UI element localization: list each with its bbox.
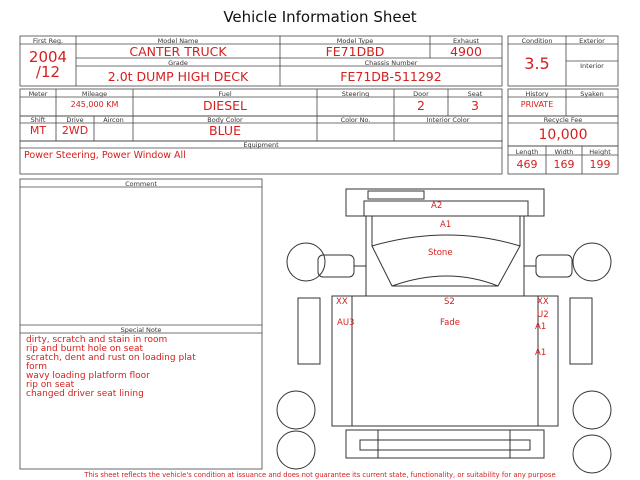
special-note-label: Special Note (120, 326, 162, 334)
damage-mark-a1-side: A1 (535, 322, 547, 332)
bed-outline (332, 296, 558, 426)
shift-label: Shift (30, 116, 46, 124)
equipment-label: Equipment (243, 141, 279, 149)
height-value: 199 (589, 158, 611, 171)
shift-value: MT (29, 124, 47, 137)
model-type-value: FE71DBD (325, 44, 385, 59)
drive-label: Drive (66, 116, 84, 124)
rear-right-outer-wheel (573, 435, 611, 473)
door-label: Door (413, 90, 429, 98)
damage-mark-xx-right: XX (537, 297, 549, 307)
steering-label: Steering (341, 90, 370, 98)
recycle-fee-label: Recycle Fee (543, 116, 583, 124)
length-value: 469 (516, 158, 538, 171)
special-note-line: wavy loading platform floor (26, 371, 150, 381)
exhaust-label: Exhaust (452, 37, 480, 45)
first-reg-year: 2004 (28, 48, 68, 66)
special-note-line: scratch, dent and rust on loading plat (26, 353, 196, 363)
interior-label: Interior (580, 62, 604, 70)
interior-color-label: Interior Color (426, 116, 470, 124)
body-color-label: Body Color (207, 116, 243, 124)
rear-left-wheel (277, 391, 315, 429)
history-value: PRIVATE (520, 100, 554, 109)
grade-label: Grade (168, 59, 188, 67)
recycle-fee-value: 10,000 (538, 127, 588, 143)
width-label: Width (554, 148, 574, 156)
damage-mark-stone: Stone (428, 248, 453, 258)
model-name-value: CANTER TRUCK (129, 44, 227, 59)
body-color-value: BLUE (209, 123, 241, 138)
seat-value: 3 (471, 98, 479, 113)
grade-value: 2.0t DUMP HIGH DECK (107, 69, 249, 84)
rear-left-outer-wheel (277, 431, 315, 469)
exterior-label: Exterior (579, 37, 605, 45)
special-note-line: form (26, 362, 47, 372)
aircon-label: Aircon (103, 116, 124, 124)
damage-mark-au3: AU3 (337, 318, 355, 328)
damage-mark-a2: A2 (431, 201, 443, 211)
first-reg-label: First Reg. (32, 37, 64, 45)
front-bumper-outline (346, 189, 544, 216)
right-mirror (536, 255, 572, 277)
model-name-label: Model Name (157, 37, 199, 45)
condition-value: 3.5 (524, 54, 550, 73)
chassis-number-value: FE71DB-511292 (340, 69, 442, 84)
exhaust-value: 4900 (450, 44, 482, 59)
chassis-number-label: Chassis Number (364, 59, 418, 67)
left-mirror (318, 255, 354, 277)
condition-label: Condition (521, 37, 553, 45)
special-note-line: rip and burnt hole on seat (26, 344, 144, 354)
syaken-label: Syaken (580, 90, 604, 98)
model-type-label: Model Type (336, 37, 374, 45)
damage-mark-xx-left: XX (336, 297, 348, 307)
fuel-value: DIESEL (202, 98, 247, 113)
special-note-line: dirty, scratch and stain in room (26, 335, 168, 345)
mileage-value: 245,000 KM (70, 100, 119, 109)
damage-mark-a1-bed: A1 (535, 348, 547, 358)
front-right-wheel (573, 243, 611, 281)
width-value: 169 (553, 158, 575, 171)
drive-value: 2WD (61, 124, 89, 137)
mileage-label: Mileage (81, 90, 108, 98)
comment-label: Comment (125, 180, 157, 188)
special-note-line: rip on seat (26, 380, 75, 390)
door-value: 2 (417, 98, 425, 113)
first-reg-month: /12 (35, 63, 61, 81)
damage-mark-a1-windshield: A1 (440, 220, 452, 230)
damage-mark-fade: Fade (440, 318, 460, 328)
fuel-label: Fuel (218, 90, 232, 98)
damage-mark-s2: S2 (444, 297, 455, 307)
sheet-title: Vehicle Information Sheet (223, 8, 417, 26)
front-left-wheel (287, 243, 325, 281)
equipment-value: Power Steering, Power Window All (24, 150, 186, 161)
rear-bumper-outline (346, 430, 544, 458)
rear-right-wheel (573, 391, 611, 429)
disclaimer-footer: This sheet reflects the vehicle's condition at issuance and does not guarantee its current state, functionality, or suitability for any purpose (84, 471, 556, 479)
damage-mark-u2: U2 (537, 310, 549, 320)
height-label: Height (589, 148, 611, 156)
history-label: History (525, 90, 549, 98)
special-note-line: changed driver seat lining (26, 389, 144, 399)
seat-label: Seat (467, 90, 483, 98)
meter-label: Meter (28, 90, 48, 98)
color-no-label: Color No. (340, 116, 371, 124)
length-label: Length (515, 148, 539, 156)
